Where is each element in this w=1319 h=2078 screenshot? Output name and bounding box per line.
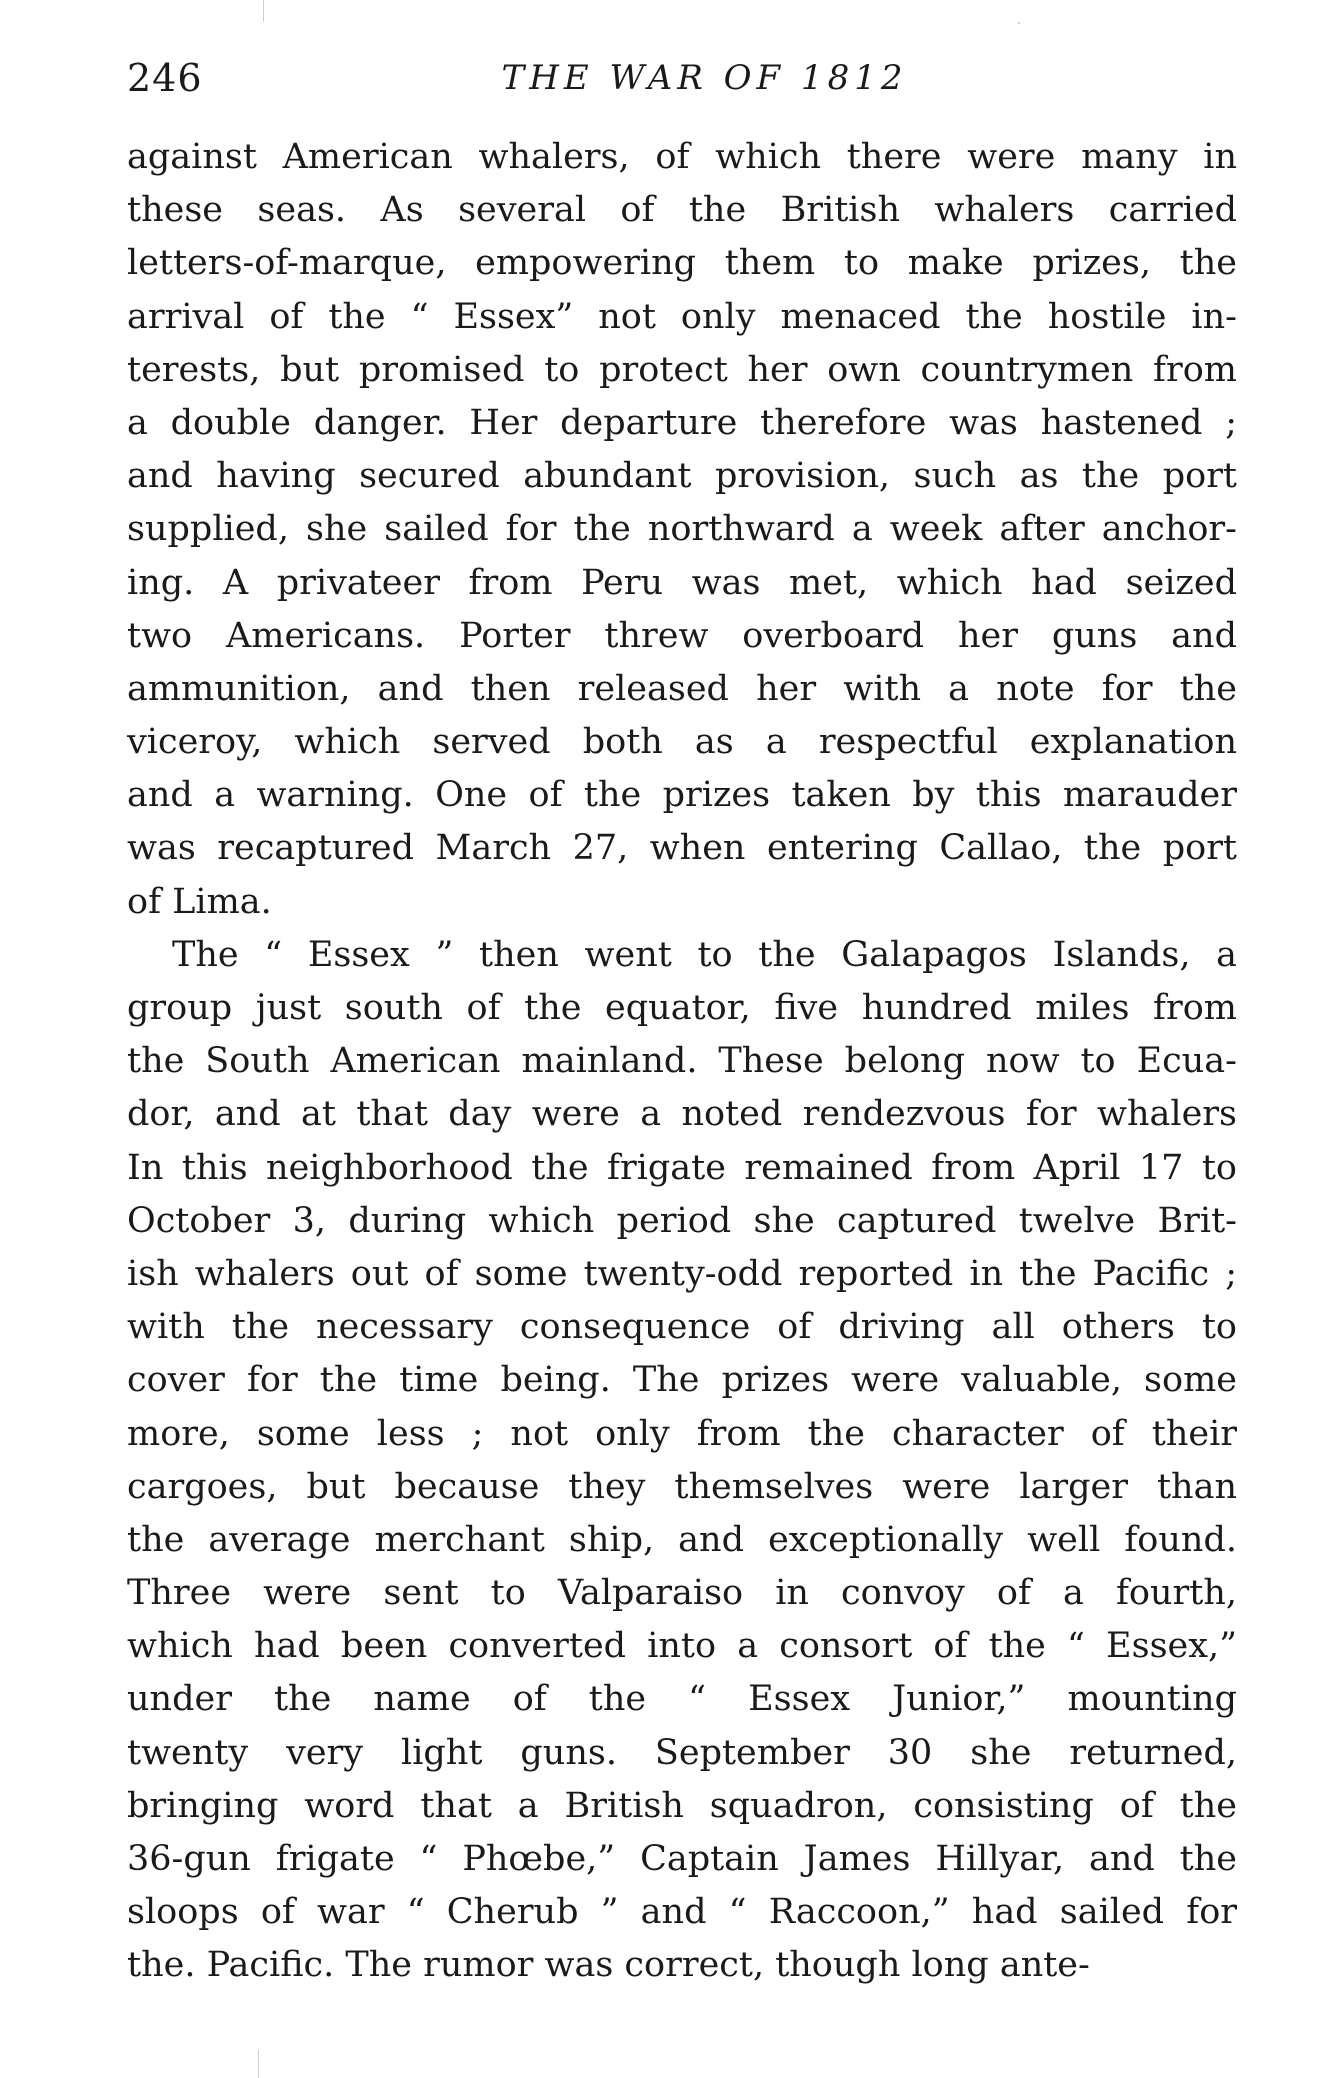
text-line: letters-of-marque, empowering them to make prizes, the: [127, 243, 1237, 284]
text-line: these seas. As several of the British whalers carried: [127, 190, 1237, 231]
text-line: 36-gun frigate “ Phœbe,” Captain James Hillyar, and the: [127, 1839, 1237, 1879]
text-line: more, some less ; not only from the character of their: [127, 1413, 1237, 1454]
text-line: against American whalers, of which there were many in: [127, 137, 1237, 177]
text-line: cargoes, but because they themselves were larger than: [127, 1466, 1237, 1507]
page-number: 246: [127, 56, 203, 100]
text-line: of Lima.: [127, 881, 272, 922]
text-line: cover for the time being. The prizes were valuable, some: [127, 1360, 1237, 1401]
text-line: ammunition, and then released her with a note for the: [127, 668, 1237, 709]
text-line: under the name of the “ Essex Junior,” mounting: [127, 1679, 1237, 1720]
text-line: supplied, she sailed for the northward a week after anchor-: [127, 509, 1237, 550]
text-line: group just south of the equator, five hundred miles from: [127, 988, 1237, 1028]
text-line: arrival of the “ Essex” not only menaced the hostile in-: [127, 296, 1237, 337]
text-line: Three were sent to Valparaiso in convoy of a fourth,: [127, 1573, 1237, 1614]
bottom-margin-mark: [258, 2050, 259, 2078]
text-line: terests, but promised to protect her own countrymen from: [127, 349, 1237, 390]
text-line: a double danger. Her departure therefore was hastened ;: [127, 402, 1237, 443]
top-margin-mark: [263, 0, 264, 22]
paragraph-1: [127, 131, 1237, 929]
text-line: ish whalers out of some twenty-odd reported in the Pacific ;: [127, 1253, 1237, 1294]
text-line: viceroy, which served both as a respectful explanation: [127, 722, 1237, 763]
text-line: the. Pacific. The rumor was correct, though long ante-: [127, 1945, 1090, 1986]
top-right-speck: [1018, 22, 1020, 24]
text-line: two Americans. Porter threw overboard her guns and: [127, 615, 1237, 656]
text-line: the South American mainland. These belong now to Ecua-: [127, 1041, 1237, 1082]
text-line: In this neighborhood the frigate remained from April 17 to: [127, 1147, 1237, 1188]
text-line: was recaptured March 27, when entering Callao, the port: [127, 828, 1237, 869]
text-line: twenty very light guns. September 30 she returned,: [127, 1732, 1237, 1773]
paragraph-2: [127, 929, 1237, 1993]
text-line: and a warning. One of the prizes taken by this marauder: [127, 775, 1237, 816]
text-line: and having secured abundant provision, such as the port: [127, 456, 1237, 497]
text-line: the average merchant ship, and exceptionally well found.: [127, 1519, 1237, 1560]
text-line: which had been converted into a consort of the “ Essex,”: [127, 1626, 1237, 1667]
text-line: bringing word that a British squadron, consisting of the: [127, 1785, 1237, 1826]
text-line: dor, and at that day were a noted rendezvous for whalers: [127, 1094, 1237, 1135]
page-header: [127, 48, 1237, 108]
body-text: [127, 131, 1237, 1993]
text-line: ing. A privateer from Peru was met, which had seized: [127, 562, 1237, 603]
text-line: with the necessary consequence of driving all others to: [127, 1307, 1237, 1348]
text-line: The “ Essex ” then went to the Galapagos Islands, a: [172, 934, 1237, 975]
text-line: sloops of war “ Cherub ” and “ Raccoon,” had sailed for: [127, 1892, 1237, 1933]
text-line: October 3, during which period she captured twelve Brit-: [127, 1200, 1237, 1241]
running-title: THE WAR OF 1812: [501, 58, 908, 98]
